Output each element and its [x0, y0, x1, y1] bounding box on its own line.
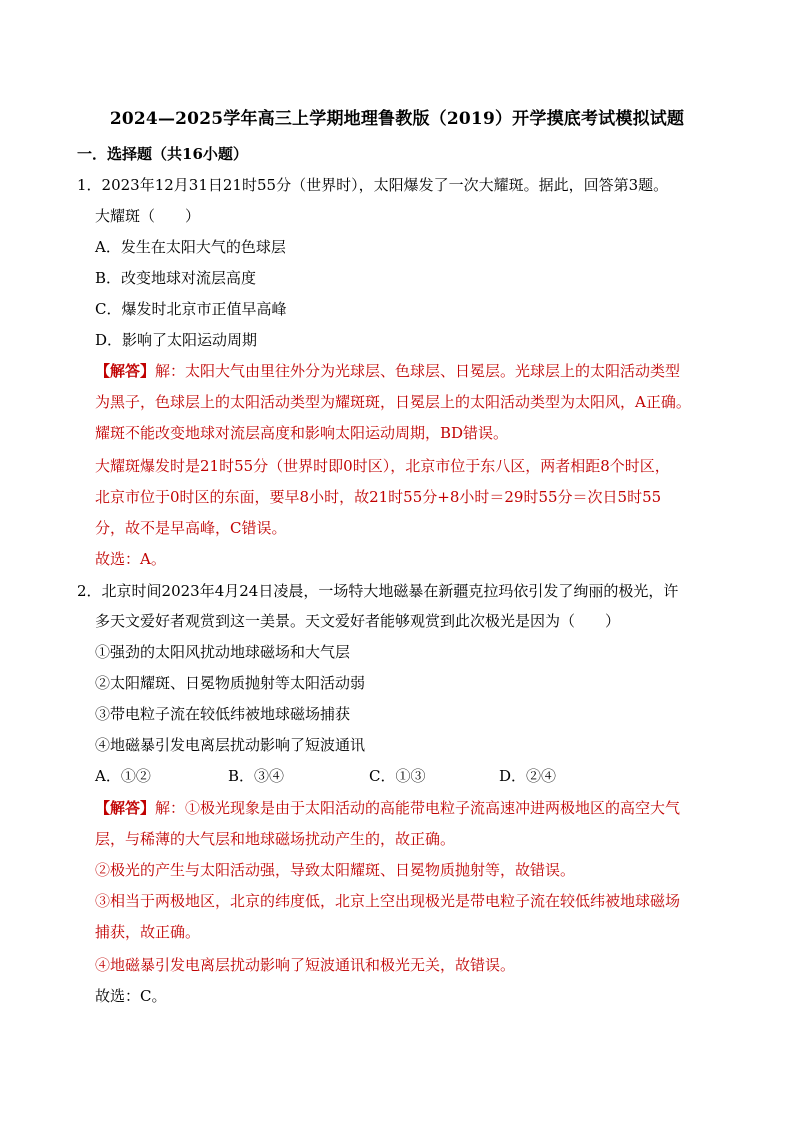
page-title: 2024—2025学年高三上学期地理鲁教版（2019）开学摸底考试模拟试题 [109, 109, 685, 129]
q1-answer-line-1 [95, 361, 680, 381]
q2-answer-conclusion: 故选：C。 [95, 987, 167, 1005]
q1-answer-conclusion: 故选：A。 [95, 550, 166, 568]
q2-answer-line-5: 捕获，故正确。 [95, 923, 201, 941]
q2-stem-line-1: 2．北京时间2023年4月24日凌晨，一场特大地磁暴在新疆克拉玛依引发了绚丽的极光，许 [77, 582, 679, 600]
q1-option-a: A．发生在太阳大气的色球层 [95, 238, 286, 256]
q1-option-c: C．爆发时北京市正值早高峰 [95, 300, 287, 318]
q2-answer-line-3: ②极光的产生与太阳活动强，导致太阳耀斑、日冕物质抛射等，故错误。 [95, 861, 576, 879]
q2-item-4: ④地磁暴引发电离层扰动影响了短波通讯 [95, 736, 366, 754]
q2-option-d: D．②④ [499, 767, 557, 785]
q1-answer-text: 解：太阳大气由里往外分为光球层、色球层、日冕层。光球层上的太阳活动类型 [155, 362, 681, 380]
q2-stem-line-2: 多天文爱好者观赏到这一美景。天文爱好者能够观赏到此次极光是因为（ ） [95, 612, 621, 630]
q1-answer-tag: 【解答】 [95, 362, 156, 380]
q1-option-b: B．改变地球对流层高度 [95, 269, 257, 287]
q1-answer-line-2: 为黑子，色球层上的太阳活动类型为耀斑斑，日冕层上的太阳活动类型为太阳风，A正确。 [95, 393, 691, 411]
q1-stem-line-2: 大耀斑（ ） [95, 207, 201, 225]
section-heading: 一．选择题（共16小题） [77, 145, 248, 163]
q1-stem-line-1: 1．2023年12月31日21时55分（世界时），太阳爆发了一次大耀斑。据此，回答第3题。 [77, 176, 669, 194]
q2-answer-line-2: 层，与稀薄的大气层和地球磁场扰动产生的，故正确。 [95, 830, 456, 848]
q2-option-a: A．①② [95, 767, 151, 785]
q2-option-c: C．①③ [369, 767, 426, 785]
q1-answer-line-3: 耀斑不能改变地球对流层高度和影响太阳运动周期，BD错误。 [95, 424, 509, 442]
q2-item-3: ③带电粒子流在较低纬被地球磁场捕获 [95, 705, 351, 723]
q1-option-d: D．影响了太阳运动周期 [95, 331, 258, 349]
q2-answer-line-6: ④地磁暴引发电离层扰动影响了短波通讯和极光无关，故错误。 [95, 956, 516, 974]
q2-item-1: ①强劲的太阳风扰动地球磁场和大气层 [95, 643, 351, 661]
q2-option-b: B．③④ [228, 767, 285, 785]
q2-answer-line-1 [95, 798, 680, 818]
q2-answer-text: 解：①极光现象是由于太阳活动的高能带电粒子流高速冲进两极地区的高空大气 [155, 799, 681, 817]
q1-answer-line-4: 大耀斑爆发时是21时55分（世界时即0时区），北京市位于东八区，两者相距8个时区， [95, 457, 670, 475]
q1-answer-line-6: 分，故不是早高峰，C错误。 [95, 519, 287, 537]
q2-answer-tag: 【解答】 [95, 799, 156, 817]
q1-answer-line-5: 北京市位于0时区的东面，要早8小时，故21时55分+8小时＝29时55分＝次日5时55 [95, 488, 662, 506]
q2-answer-line-4: ③相当于两极地区，北京的纬度低，北京上空出现极光是带电粒子流在较低纬被地球磁场 [95, 892, 681, 910]
q2-item-2: ②太阳耀斑、日冕物质抛射等太阳活动弱 [95, 674, 366, 692]
